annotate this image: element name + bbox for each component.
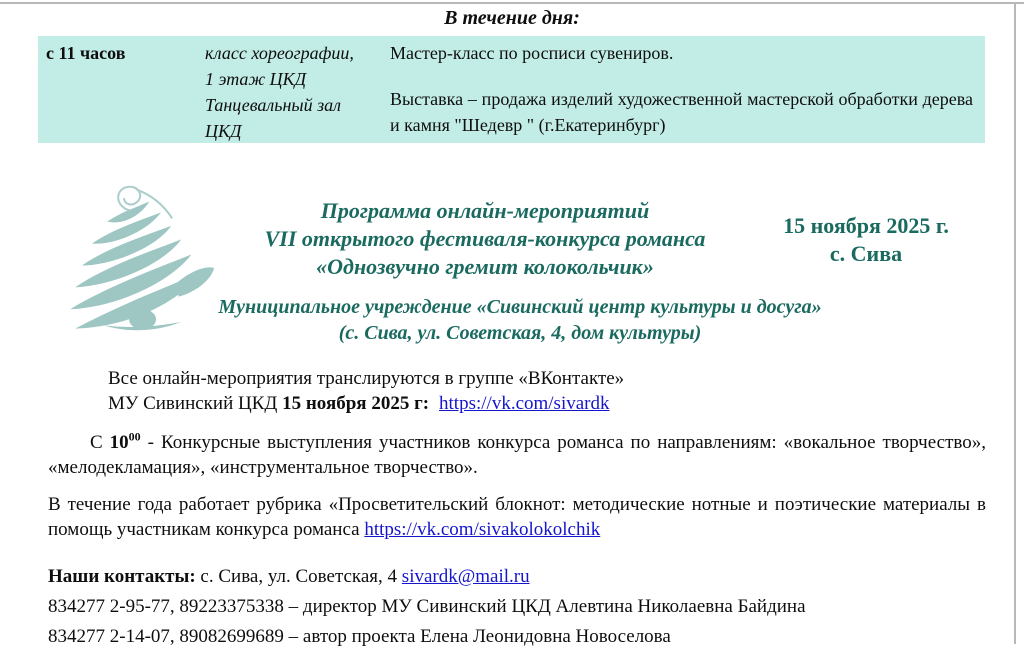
organization-address: (с. Сива, ул. Советская, 4, дом культуры) bbox=[338, 322, 702, 344]
para2-prefix: С bbox=[90, 432, 110, 453]
vk-intro-line2-prefix: МУ Сивинский ЦКД bbox=[108, 393, 283, 414]
program-title-line: «Однозвучно гремит колокольчик» bbox=[316, 254, 654, 279]
email-link[interactable]: sivardk@mail.ru bbox=[401, 566, 530, 587]
para2-time-superscript: 00 bbox=[128, 429, 141, 444]
contacts-director-line: 834277 2-95-77, 89223375338 – директор МУ Сивинский ЦКД Алевтина Николаевна Байдина bbox=[48, 596, 806, 617]
program-title bbox=[240, 197, 730, 281]
para2-text: - Конкурсные выступления участников конкурса романса по направлениям: «вокальное творчество», «мелодекламация», «инструментальное творчество». bbox=[48, 432, 986, 478]
location-line: ЦКД bbox=[205, 121, 242, 141]
location-line: Танцевальный зал bbox=[205, 95, 341, 115]
schedule-table bbox=[38, 36, 985, 143]
event-date-place bbox=[738, 212, 994, 268]
contacts-label: Наши контакты: bbox=[48, 566, 196, 587]
contacts-block bbox=[48, 562, 988, 652]
contacts-author-line: 834277 2-14-07, 89082699689 – автор проекта Елена Леонидовна Новоселова bbox=[48, 626, 671, 647]
contacts-line1 bbox=[48, 562, 988, 592]
vk-kolokolchik-link[interactable]: https://vk.com/sivakolokolchik bbox=[364, 519, 601, 540]
contest-performances-paragraph bbox=[48, 430, 986, 480]
page-right-border bbox=[1014, 4, 1016, 644]
program-title-line: VII открытого фестиваля-конкурса романса bbox=[264, 226, 706, 251]
vk-intro-date-bold: 15 ноября 2025 г: bbox=[282, 393, 430, 414]
event-date: 15 ноября 2025 г. bbox=[783, 213, 949, 238]
location-line: класс хореографии, bbox=[205, 43, 354, 63]
schedule-time-cell: с 11 часов bbox=[46, 43, 126, 63]
contacts-address: с. Сива, ул. Советская, 4 bbox=[195, 566, 402, 587]
event-masterclass: Мастер-класс по росписи сувениров. bbox=[390, 43, 674, 63]
vk-broadcast-paragraph bbox=[108, 366, 988, 416]
event-place: с. Сива bbox=[829, 241, 903, 266]
schedule-events-cell bbox=[385, 36, 985, 143]
schedule-location-cell bbox=[205, 36, 385, 143]
para2-time: 10 bbox=[109, 432, 129, 453]
organization-name: Муниципальное учреждение «Сивинский центр культуры и досуга» bbox=[218, 296, 822, 318]
vk-intro-line1: Все онлайн-мероприятия транслируются в группе «ВКонтакте» bbox=[108, 368, 625, 389]
day-program-heading: В течение дня: bbox=[444, 7, 580, 29]
program-title-line: Программа онлайн-мероприятий bbox=[320, 198, 650, 223]
page-top-border bbox=[0, 2, 1024, 4]
para3-text: В течение года работает рубрика «Просветительский блокнот: методические нотные и поэтические материалы в помощь участникам конкурса романса bbox=[48, 494, 986, 540]
organization-subtitle bbox=[40, 294, 1000, 346]
location-line: 1 этаж ЦКД bbox=[205, 69, 307, 89]
educational-notebook-paragraph bbox=[48, 492, 986, 542]
event-exhibition: Выставка – продажа изделий художественной мастерской обработки дерева и камня "Шедевр " (г.Екатеринбург) bbox=[390, 89, 973, 135]
vk-group-link[interactable]: https://vk.com/sivardk bbox=[439, 393, 610, 414]
